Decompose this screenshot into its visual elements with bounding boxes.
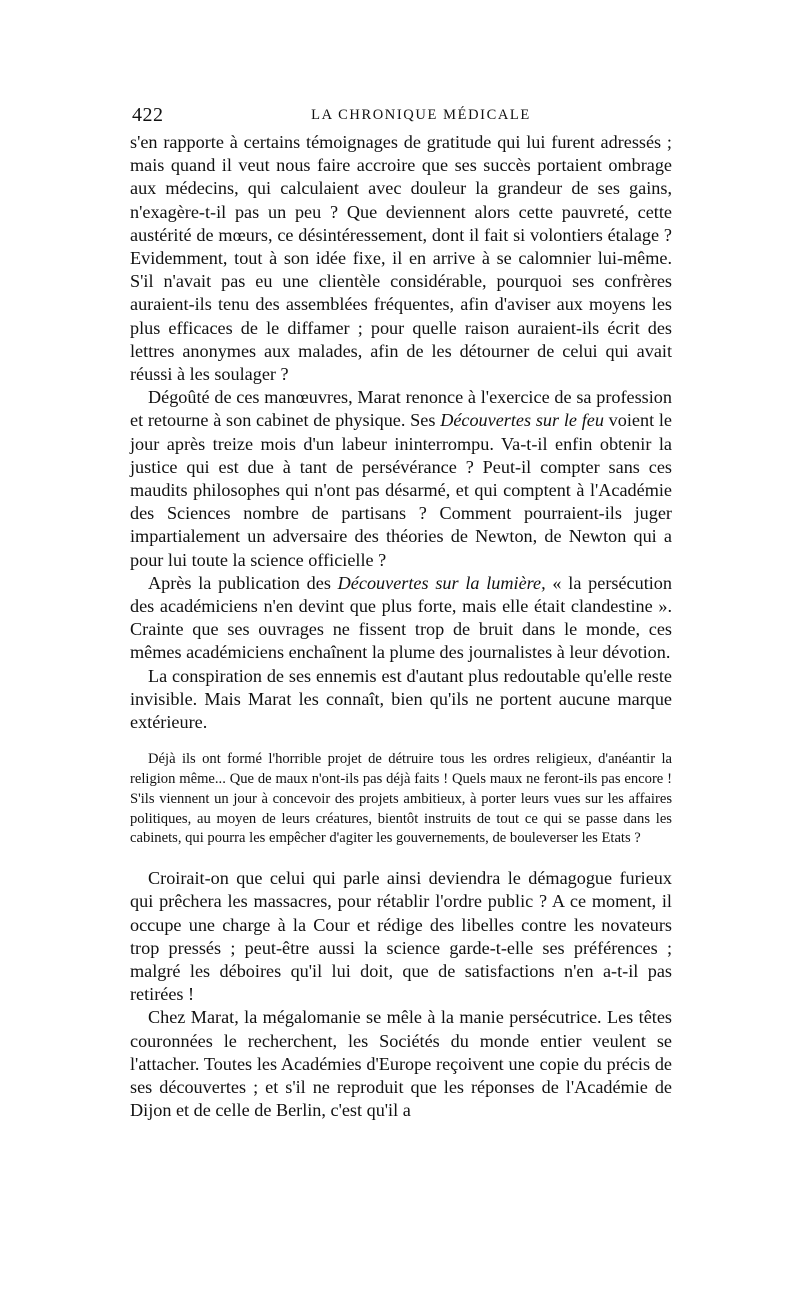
book-page xyxy=(130,104,672,1123)
paragraph-1: s'en rapporte à certains témoignages de gratitude qui lui furent adressés ; mais quand il veut nous faire accroire que ses succès portaient ombrage aux médecins, qui calculaient avec douleur la grandeur de ses gains, n'exagère-t-il pas un peu ? Que deviennent alors cette pauvreté, cette austérité de mœurs, ce désintéressement, dont il fait si volontiers étalage ? Evidemment, tout à son idée fixe, il en arrive à se calomnier lui-même. S'il n'avait pas eu une clientèle considérable, pourquoi ses confrères auraient-ils tenu des assemblées fréquentes, afin d'aviser aux moyens les plus efficaces de le diffamer ; pour quelle raison auraient-ils écrit des lettres anonymes aux malades, afin de les détourner de celui qui avait réussi à les soulager ? xyxy=(130,132,672,385)
page-header xyxy=(130,104,672,130)
page-number: 422 xyxy=(132,104,164,126)
paragraph-3-text-a: Après la publication des xyxy=(148,572,338,593)
paragraph-2-italic-title: Découvertes sur le feu xyxy=(440,410,604,431)
paragraph-4: La conspiration de ses ennemis est d'autant plus redoutable qu'elle reste invisible. Mais Marat les connaît, bien qu'ils ne portent aucune marque extérieure. xyxy=(130,665,672,733)
body-text xyxy=(130,131,672,1123)
block-quote: Déjà ils ont formé l'horrible projet de détruire tous les ordres religieux, d'anéantir la religion même... Que de maux n'ont-ils pas déjà faits ! Quels maux ne feront-ils pas encore ! S'ils viennent un jour à concevoir des projets ambitieux, à porter leurs vues sur les affaires politiques, au moyen de leurs créatures, bientôt instruits de tout ce qui se passe dans les cabinets, qui pourra les empêcher d'agiter les gouvernements, de bouleverser les Etats ? xyxy=(130,751,672,847)
paragraph-2 xyxy=(130,386,672,572)
paragraph-5: Croirait-on que celui qui parle ainsi deviendra le démagogue furieux qui prêchera les massacres, pour rétablir l'ordre public ? A ce moment, il occupe une charge à la Cour et rédige des libelles contre les novateurs trop pressés ; peut-être aussi la science garde-t-elle ses préférences ; malgré les déboires qu'il lui doit, que de satisfactions n'en a-t-il pas retirées ! xyxy=(130,868,672,1005)
paragraph-3-italic-title: Découvertes sur la lumière, xyxy=(337,572,546,593)
paragraph-6: Chez Marat, la mégalomanie se mêle à la manie persécutrice. Les têtes couronnées le recherchent, les Sociétés du monde entier veulent se l'attacher. Toutes les Académies d'Europe reçoivent une copie du précis de ses découvertes ; et s'il ne reproduit que les réponses de l'Académie de Dijon et de celle de Berlin, c'est qu'il a xyxy=(130,1007,672,1121)
paragraph-3 xyxy=(130,572,672,665)
paragraph-2-text-a: Dégoûté de ces manœuvres, Marat renonce à l'exercice de sa profession et retourne à son cabinet de physique. Ses xyxy=(130,387,672,431)
running-head: LA CHRONIQUE MÉDICALE xyxy=(311,107,531,123)
paragraph-2-text-b: voient le jour après treize mois d'un labeur ininterrompu. Va-t-il enfin obtenir la justice qui est due à tant de persévérance ? Peut-il compter sans ces maudits philosophes qui n'ont pas désarmé, et qui comptent à l'Académie des Sciences nombre de partisans ? Comment pourraient-ils juger impartialement un adversaire des théories de Newton, de Newton qui a pour lui toute la science officielle ? xyxy=(130,410,672,570)
paragraph-3-text-b: « la persécution des académiciens n'en devint que plus forte, mais elle était clandestine ». Crainte que ses ouvrages ne fissent trop de bruit dans le monde, ces mêmes académiciens enchaînent la plume des journalistes à leur dévotion. xyxy=(130,572,672,663)
